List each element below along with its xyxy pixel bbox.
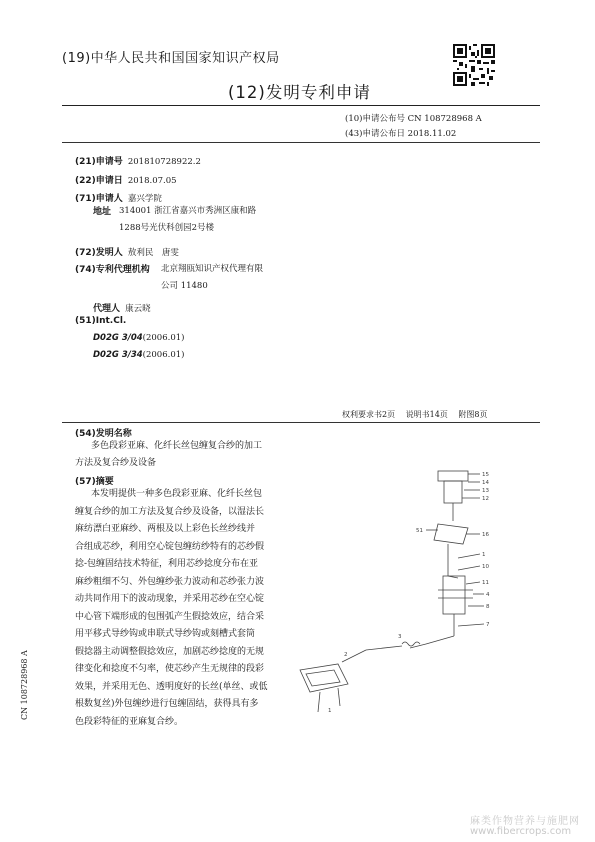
abstract-line: 麻纱粗细不匀、外包缠纱张力波动和芯纱张力波 bbox=[75, 576, 265, 587]
figure-label: 4 bbox=[486, 592, 490, 598]
invention-title-line-2: 方法及复合纱及设备 bbox=[75, 458, 157, 468]
abstract-line: 本发明提供一种多色段彩亚麻、化纤长丝包 bbox=[91, 489, 263, 499]
figure-label: 10 bbox=[482, 564, 489, 570]
figure-label: 12 bbox=[482, 496, 489, 502]
figure-label: 14 bbox=[482, 480, 489, 486]
publication-date-label: (43)申请公布日 bbox=[345, 129, 405, 139]
figure-label: 16 bbox=[482, 532, 489, 538]
abstract-line: 色段彩特征的亚麻复合纱。 bbox=[75, 716, 184, 727]
address-line-1: 314001 浙江省嘉兴市秀洲区康和路 bbox=[119, 206, 257, 216]
ipc-code: D02G 3/04 bbox=[93, 333, 143, 343]
agent-value: 康云晓 bbox=[125, 304, 151, 314]
application-number bbox=[75, 149, 201, 168]
header-divider bbox=[62, 105, 540, 106]
page-counts bbox=[342, 409, 487, 420]
figure-label: 2 bbox=[344, 652, 348, 658]
section-divider bbox=[62, 422, 540, 423]
agency-label: (74)专利代理机构 bbox=[75, 265, 150, 275]
ipc-code: D02G 3/34 bbox=[93, 350, 143, 360]
document-type-title: (12)发明专利申请 bbox=[228, 83, 371, 102]
applicant-label: (71)申请人 bbox=[75, 194, 123, 204]
ipc-entry bbox=[93, 350, 184, 360]
figure-part bbox=[444, 481, 462, 503]
abstract-line: 中心管下端形成的包围弧产生假捻效应，结合采 bbox=[75, 611, 265, 622]
figure-label: 51 bbox=[416, 528, 423, 534]
abstract-line: 律变化和捻度不匀率，使芯纱产生无规律的段彩 bbox=[75, 664, 265, 674]
application-date-value: 2018.07.05 bbox=[127, 176, 177, 186]
invention-title-line-1: 多色段彩亚麻、化纤长丝包缠复合纱的加工 bbox=[91, 441, 263, 451]
drawings-page-count: 附图8页 bbox=[458, 410, 488, 419]
inventors-value: 敖利民 唐雯 bbox=[127, 248, 179, 258]
figure-label: 3 bbox=[398, 634, 402, 640]
description-page-count: 说明书14页 bbox=[405, 410, 448, 419]
abstract-label: (57)摘要 bbox=[75, 477, 114, 487]
figure-label: 8 bbox=[486, 604, 490, 610]
figure-label: 15 bbox=[482, 472, 489, 478]
figure-part bbox=[300, 664, 348, 692]
agent bbox=[93, 296, 151, 315]
abstract-line: 缠复合纱的加工方法及复合纱及设备，以湿法长 bbox=[75, 506, 265, 517]
application-number-value: 201810728922.2 bbox=[127, 157, 201, 167]
ipc-version: (2006.01) bbox=[142, 350, 185, 360]
publication-number-value: CN 108728968 A bbox=[407, 114, 482, 124]
publication-number-label: (10)申请公布号 bbox=[345, 114, 405, 124]
abstract-line: 动共同作用下的波动现象，并采用芯纱在空心锭 bbox=[75, 594, 265, 604]
address-label: 地址 bbox=[93, 207, 112, 217]
abstract-line: 捻-包缠固结技术特征，利用芯纱捻度分布在亚 bbox=[75, 559, 259, 569]
figure-part bbox=[402, 642, 420, 646]
abstract-figure bbox=[298, 466, 523, 716]
abstract-text bbox=[75, 486, 268, 731]
applicant bbox=[75, 186, 162, 205]
abstract-line: 根数复丝)外包缠纱进行包缠固结，获得具有多 bbox=[75, 699, 259, 709]
side-publication-number: CN 108728968 A bbox=[20, 650, 29, 720]
agency-line-2: 公司 11480 bbox=[161, 281, 208, 291]
abstract-line: 效果，并采用无色、透明度好的长丝(单丝、或低 bbox=[75, 681, 268, 692]
agency-line-1: 北京翔瓯知识产权代理有限 bbox=[161, 264, 264, 274]
publication-divider bbox=[62, 142, 540, 143]
figure-label: 7 bbox=[486, 622, 490, 628]
abstract-line: 麻纺漂白亚麻纱、两根及以上彩色长丝纱线并 bbox=[75, 524, 256, 534]
figure-label: 11 bbox=[482, 580, 489, 586]
inventors-label: (72)发明人 bbox=[75, 248, 123, 258]
abstract-line: 合组成芯纱，利用空心锭包缠纺纱特有的芯纱假 bbox=[75, 541, 265, 552]
address-line-2: 1288号光伏科创园2号楼 bbox=[119, 223, 215, 233]
ipc-entry bbox=[93, 333, 184, 343]
figure-part bbox=[443, 576, 465, 614]
watermark-url: www.fibercrops.com bbox=[470, 826, 572, 837]
invention-title-label: (54)发明名称 bbox=[75, 429, 132, 439]
claims-page-count: 权利要求书2页 bbox=[342, 410, 396, 419]
figure-part bbox=[306, 670, 340, 686]
watermark-title: 麻类作物营养与施肥网 bbox=[470, 816, 580, 827]
abstract-line: 用平移式导纱钩或串联式导纱钩或刻槽式套筒 bbox=[75, 629, 256, 639]
office-name: (19)中华人民共和国国家知识产权局 bbox=[62, 51, 280, 66]
abstract-line: 假捻器主动调整假捻效应，加剧芯纱捻度的无规 bbox=[75, 646, 265, 657]
ipc-version: (2006.01) bbox=[142, 333, 185, 343]
figure-part bbox=[438, 471, 468, 481]
application-date-label: (22)申请日 bbox=[75, 176, 123, 186]
applicant-value: 嘉兴学院 bbox=[127, 194, 162, 204]
figure-label: 1 bbox=[482, 552, 486, 558]
publication-date-value: 2018.11.02 bbox=[407, 129, 457, 139]
figure-part bbox=[434, 524, 468, 544]
ipc-label: (51)Int.Cl. bbox=[75, 316, 127, 326]
application-number-label: (21)申请号 bbox=[75, 157, 123, 167]
figure-label: 1 bbox=[328, 708, 332, 714]
application-date bbox=[75, 168, 177, 187]
publication-number bbox=[345, 112, 482, 124]
figure-label: 13 bbox=[482, 488, 489, 494]
qr-code-icon bbox=[453, 44, 495, 86]
agent-label: 代理人 bbox=[93, 304, 121, 314]
publication-date bbox=[345, 127, 456, 139]
inventors bbox=[75, 240, 179, 259]
